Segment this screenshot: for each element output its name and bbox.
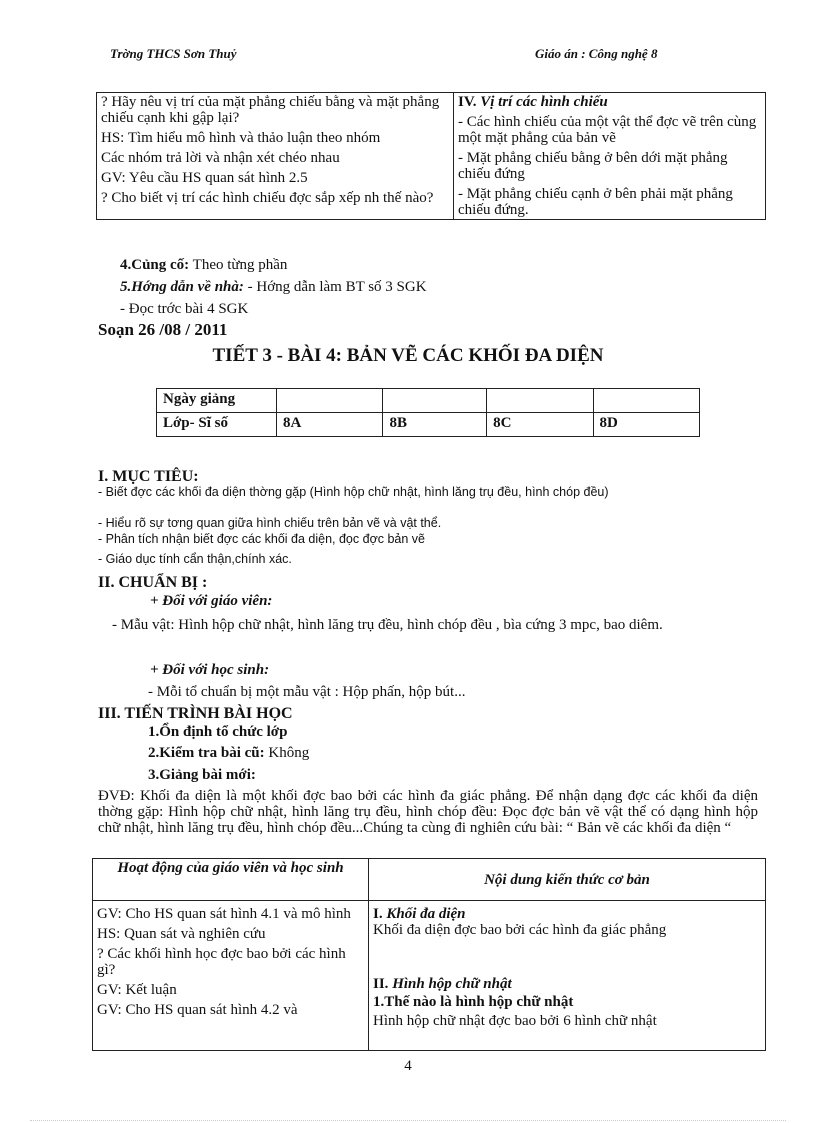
intro-paragraph: ĐVĐ: Khối đa diện là một khối đợc bao bởi các hình đa giác phẳng. Để nhận dạng đợc các khối đa diện thờng gặp: Hình hộp chữ nhật, hình lăng trụ đều, hình chóp đều: Đọc đợc bản vẽ vật thể có dạng hình hộp chữ nhật, hình lăng trụ đều, hình chóp đều...Chúng ta cùng đi nghiên cứu bài: “ Bản vẽ các khối đa diện “ — [98, 788, 758, 836]
table1-left-line: ? Cho biết vị trí các hình chiếu đợc sắp xếp nh thế nào? — [101, 190, 434, 206]
table3-right-cell — [369, 901, 766, 1051]
page-divider — [30, 1120, 786, 1121]
class-8d: 8D — [593, 413, 699, 437]
objectives-heading: I. MỤC TIÊU: — [98, 468, 199, 485]
table1-left-line: GV: Yêu cầu HS quan sát hình 2.5 — [101, 170, 308, 186]
homework-line: 5.Hớng dẫn về nhà: - Hớng dẫn làm BT số 3 SGK — [120, 279, 427, 295]
table3-head-right: Nội dung kiến thức cơ bản — [369, 859, 766, 901]
lesson-title: TIẾT 3 - BÀI 4: BẢN VẼ CÁC KHỐI ĐA DIỆN — [212, 345, 604, 366]
schedule-cell — [383, 389, 487, 413]
process-step-3: 3.Giảng bài mới: — [148, 767, 256, 783]
table3-left-line: ? Các khối hình học đợc bao bởi các hình gì? — [97, 946, 346, 978]
page-number: 4 — [404, 1058, 412, 1074]
activity-table-top — [96, 92, 766, 220]
table1-right-heading: IV. Vị trí các hình chiếu — [458, 94, 608, 110]
header-subject: Giáo án : Công nghệ 8 — [535, 46, 658, 61]
table3-right-text-1: Khối đa diện đợc bao bởi các hình đa giác phẳng — [373, 922, 667, 938]
row-label-class: Lớp- Sĩ số — [157, 413, 277, 437]
class-8c: 8C — [487, 413, 593, 437]
process-step-1: 1.Ổn định tổ chức lớp — [148, 724, 288, 740]
teacher-text: - Mẫu vật: Hình hộp chữ nhật, hình lăng trụ đều, hình chóp đều , bìa cứng 3 mpc, bao diêm. — [112, 617, 663, 633]
homework-line-2: - Đọc trớc bài 4 SGK — [120, 301, 249, 317]
table3-left-cell — [93, 901, 369, 1051]
table1-left-line: Các nhóm trả lời và nhận xét chéo nhau — [101, 150, 340, 166]
table3-right-text-3: Hình hộp chữ nhật đợc bao bởi 6 hình chữ nhật — [373, 1013, 657, 1029]
table3-right-heading-1: I. Khối đa diện — [373, 906, 466, 922]
table1-right-line: - Mặt phẳng chiếu cạnh ở bên phải mặt phẳng chiếu đứng. — [458, 186, 733, 218]
objective-item: - Biết đợc các khối đa diện thờng gặp (Hình hộp chữ nhật, hình lăng trụ đều, hình chóp đều) — [98, 485, 609, 499]
table1-left-line: HS: Tìm hiểu mô hình và thảo luận theo nhóm — [101, 130, 381, 146]
schedule-cell — [487, 389, 593, 413]
schedule-cell — [593, 389, 699, 413]
teacher-label: + Đối với giáo viên: — [150, 593, 273, 609]
student-text: - Mỗi tổ chuẩn bị một mẫu vật : Hộp phấn, hộp bút... — [148, 684, 466, 700]
process-step-2: 2.Kiểm tra bài cũ: Không — [148, 745, 310, 761]
class-8a: 8A — [277, 413, 383, 437]
table3-right-heading-3: 1.Thế nào là hình hộp chữ nhật — [373, 994, 574, 1010]
date-line: Soạn 26 /08 / 2011 — [98, 320, 228, 339]
table1-right-cell — [454, 93, 766, 220]
table3-left-line: GV: Cho HS quan sát hình 4.2 và — [97, 1002, 298, 1018]
table3-left-line: HS: Quan sát và nghiên cứu — [97, 926, 266, 942]
preparation-heading: II. CHUẨN BỊ : — [98, 574, 208, 591]
table3-right-heading-2: II. Hình hộp chữ nhật — [373, 976, 512, 992]
objective-item: - Hiểu rõ sự tơng quan giữa hình chiếu trên bản vẽ và vật thể. — [98, 516, 442, 530]
schedule-cell — [277, 389, 383, 413]
student-label: + Đối với học sinh: — [150, 662, 270, 678]
header-school: Trờng THCS Sơn Thuỷ — [110, 46, 237, 61]
process-heading: III. TIẾN TRÌNH BÀI HỌC — [98, 705, 293, 722]
table3-left-line: GV: Cho HS quan sát hình 4.1 và mô hình — [97, 906, 351, 922]
class-schedule-table — [156, 388, 700, 437]
table1-right-line: - Mặt phẳng chiếu bằng ở bên dới mặt phẳng chiếu đứng — [458, 150, 728, 182]
objective-item: - Giáo dục tính cẩn thận,chính xác. — [98, 552, 292, 566]
table3-left-line: GV: Kết luận — [97, 982, 177, 998]
table1-left-cell — [97, 93, 454, 220]
objective-item: - Phân tích nhận biết đợc các khối đa diện, đọc đợc bản vẽ — [98, 532, 426, 546]
table1-left-line: ? Hãy nêu vị trí của mặt phẳng chiếu bằng và mặt phẳng chiếu cạnh khi gập lại? — [101, 94, 440, 126]
row-label-date: Ngày giảng — [157, 389, 277, 413]
table1-right-line: - Các hình chiếu của một vật thể đợc vẽ trên cùng một mặt phẳng của bản vẽ — [458, 114, 757, 146]
consolidate-line: 4.Củng cố: Theo từng phần — [120, 257, 288, 273]
table3-head-left: Hoạt động của giáo viên và học sinh — [93, 859, 369, 901]
class-8b: 8B — [383, 413, 487, 437]
activity-table-bottom — [92, 858, 766, 1051]
